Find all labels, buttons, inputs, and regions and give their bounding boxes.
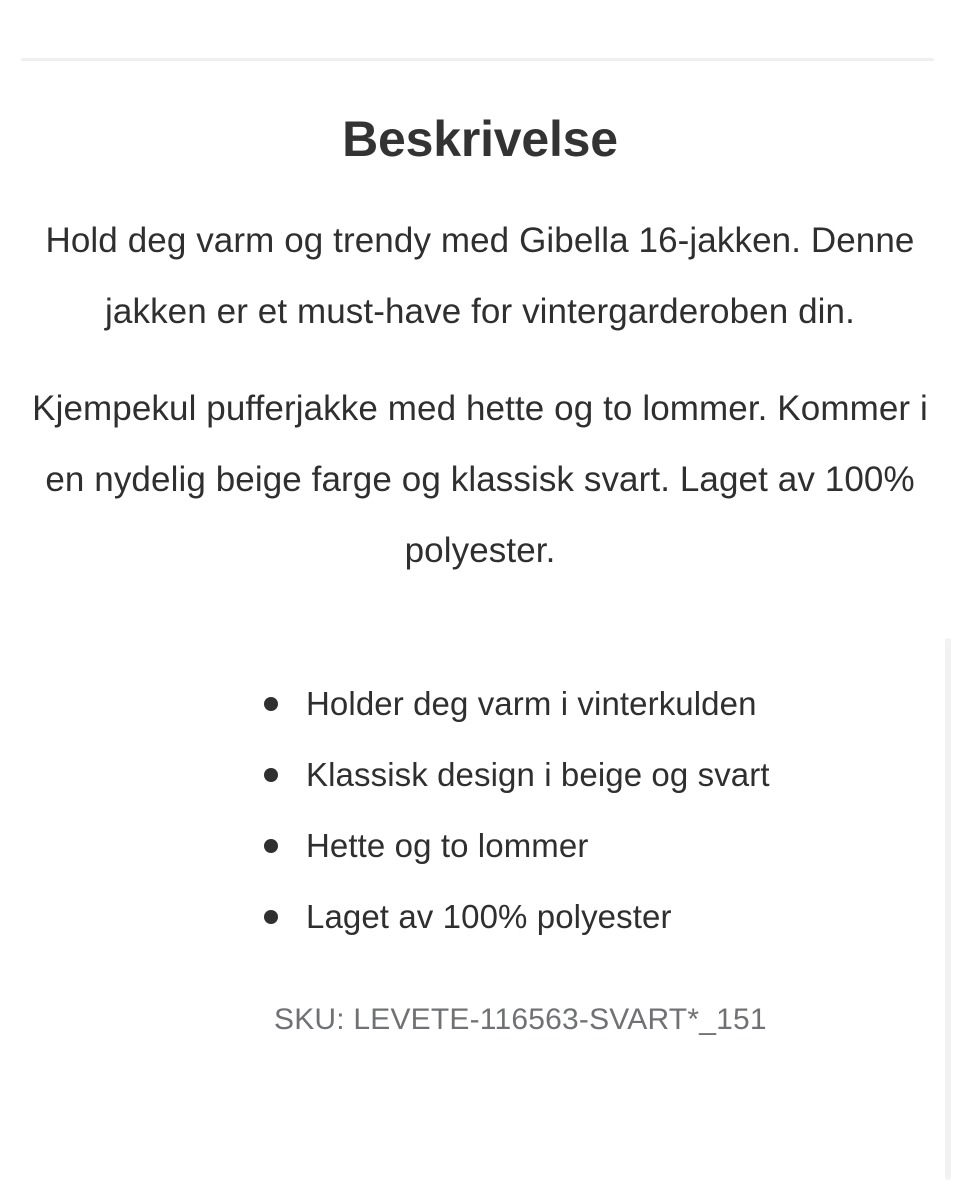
list-item bbox=[258, 881, 938, 952]
feature-label: Hette og to lommer bbox=[306, 827, 589, 864]
list-item bbox=[258, 668, 938, 739]
bullet-icon bbox=[264, 697, 278, 711]
bullet-icon bbox=[264, 839, 278, 853]
feature-label: Laget av 100% polyester bbox=[306, 898, 672, 935]
sku-text: SKU: LEVETE-116563-SVART*_151 bbox=[274, 1003, 767, 1036]
description-paragraph-2: Kjempekul pufferjakke med hette og to lommer. Kommer i en nydelig beige farge og klassisk svart. Laget av 100% polyester. bbox=[32, 389, 928, 570]
bullet-icon bbox=[264, 910, 278, 924]
description-paragraph-1: Hold deg varm og trendy med Gibella 16-jakken. Denne jakken er et must-have for vintergarderoben din. bbox=[45, 221, 915, 331]
bullet-icon bbox=[264, 768, 278, 782]
list-item bbox=[258, 810, 938, 881]
page-title: Beskrivelse bbox=[342, 111, 618, 167]
feature-label: Klassisk design i beige og svart bbox=[306, 756, 770, 793]
vertical-scrollbar[interactable] bbox=[945, 638, 951, 1180]
feature-list bbox=[22, 586, 938, 952]
feature-label: Holder deg varm i vinterkulden bbox=[306, 685, 757, 722]
list-item bbox=[258, 739, 938, 810]
